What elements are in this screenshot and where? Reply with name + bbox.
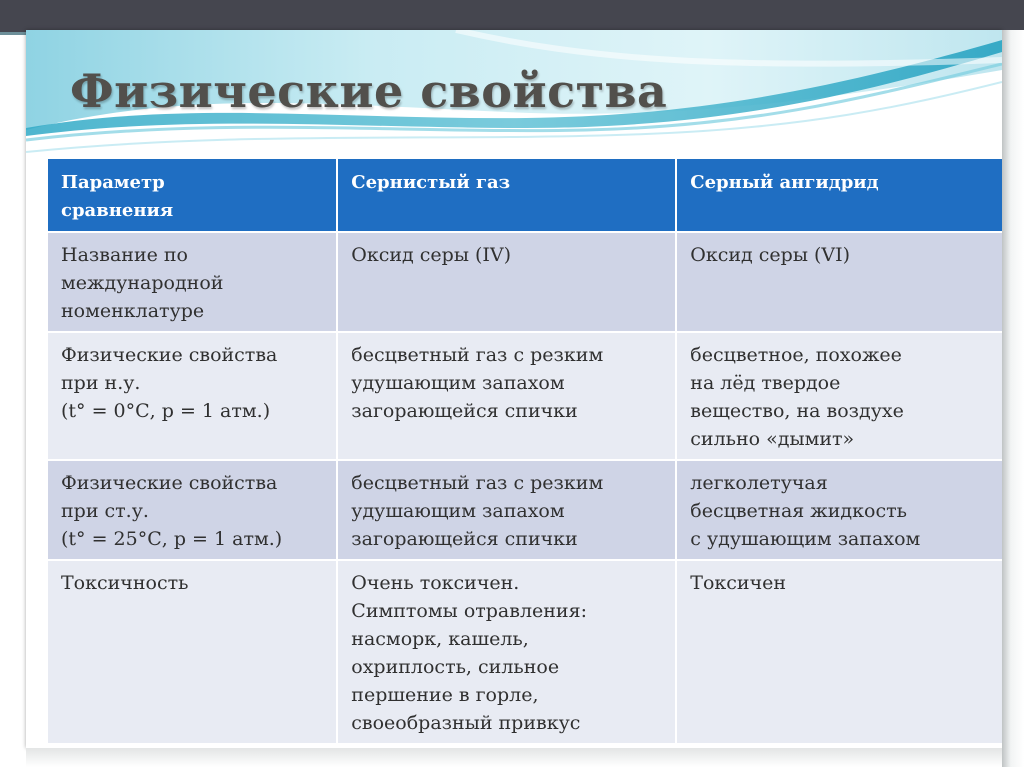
table-row <box>48 233 1002 333</box>
table-cell: Токсичен <box>677 561 1002 745</box>
top-bar <box>0 0 1024 32</box>
header-cell-parameter: Параметр сравнения <box>48 159 338 233</box>
table-cell: Оксид серы (VI) <box>677 233 1002 333</box>
table-cell: Очень токсичен. Симптомы отравления: насморк, кашель, охриплость, сильное першение в горле, своеобразный привкус <box>338 561 677 745</box>
table-header-row <box>48 159 1002 233</box>
table-cell: Название по международной номенклатуре <box>48 233 338 333</box>
slide <box>26 30 1002 748</box>
table-cell: легколетучая бесцветная жидкость с удушающим запахом <box>677 461 1002 561</box>
table-cell: Физические свойства при ст.у. (t° = 25°С, p = 1 атм.) <box>48 461 338 561</box>
header-cell-so3: Серный ангидрид <box>677 159 1002 233</box>
header-cell-so2: Сернистый газ <box>338 159 677 233</box>
table-row <box>48 561 1002 745</box>
slide-title: Физические свойства <box>70 64 668 118</box>
table-row <box>48 461 1002 561</box>
bottom-edge-shadow <box>26 748 1002 767</box>
table-cell: Физические свойства при н.у. (t° = 0°С, p = 1 атм.) <box>48 333 338 461</box>
comparison-table <box>48 159 1002 745</box>
right-edge-shadow <box>1002 30 1024 767</box>
table-cell: Токсичность <box>48 561 338 745</box>
table-cell: бесцветный газ с резким удушающим запахом загорающейся спички <box>338 461 677 561</box>
table-cell: бесцветный газ с резким удушающим запахом загорающейся спички <box>338 333 677 461</box>
table-cell: бесцветное, похожее на лёд твердое вещество, на воздухе сильно «дымит» <box>677 333 1002 461</box>
table-row <box>48 333 1002 461</box>
table-cell: Оксид серы (IV) <box>338 233 677 333</box>
